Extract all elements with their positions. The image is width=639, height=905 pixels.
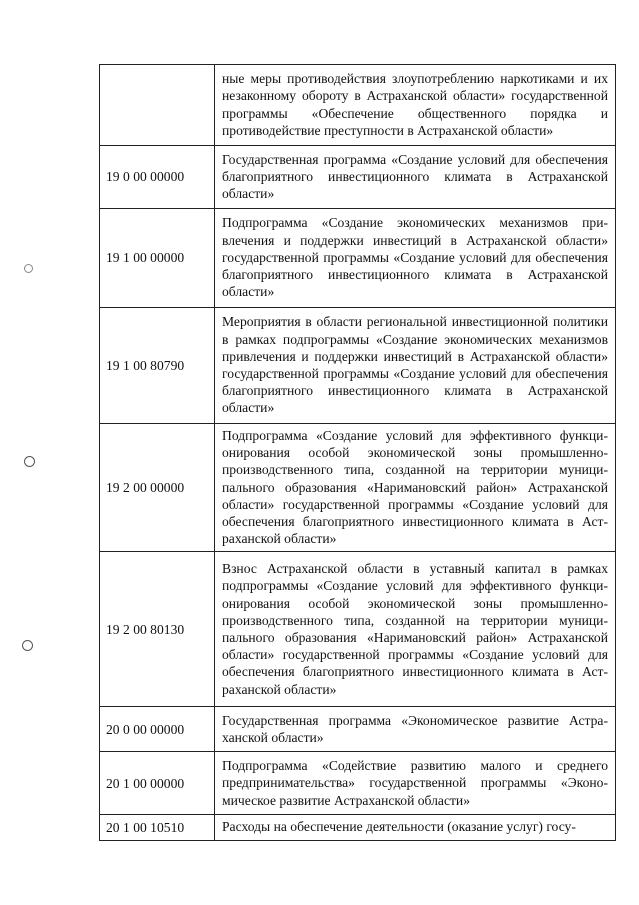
table-row (100, 552, 616, 707)
binder-hole (24, 264, 33, 273)
code-cell: 19 1 00 80790 (100, 308, 215, 424)
table-row (100, 308, 616, 424)
code-cell: 19 2 00 80130 (100, 552, 215, 707)
code-cell: 20 1 00 00000 (100, 752, 215, 815)
description-cell: Расходы на обеспечение деятельности (оказание услуг) госу- (215, 815, 616, 840)
code-cell: 19 2 00 00000 (100, 424, 215, 552)
code-cell: 20 0 00 00000 (100, 707, 215, 752)
code-cell (100, 65, 215, 146)
description-cell: Взнос Астраханской области в уставный капитал в рамках подпрограммы «Создание условий для эффективного функционирования особой экономической зоны промышленно-производственного типа, созданной на территории муниципального образования «Наримановский район» Астраханской области» государственной программы «Создание условий для обеспечения благоприятного инвестиционного климата в Астраханской области» (215, 552, 616, 707)
table-row (100, 752, 616, 815)
description-cell: ные меры противодействия злоупотреблению наркотиками и их незаконному обороту в Астраханской области» государственной программы «Обеспечение общественного порядка и противодействие преступности в Астраханской области» (215, 65, 616, 146)
code-cell: 20 1 00 10510 (100, 815, 215, 840)
table-row (100, 65, 616, 146)
binder-hole (22, 640, 33, 651)
description-cell: Мероприятия в области региональной инвестиционной политики в рамках подпрограммы «Создание экономических механизмов привлечения и поддержки инвестиций в Астраханской области» государственной программы «Создание условий для обеспечения благоприятного инвестиционного климата в Астраханской области» (215, 308, 616, 424)
table-row (100, 707, 616, 752)
table-row (100, 209, 616, 308)
table-row (100, 424, 616, 552)
code-cell: 19 0 00 00000 (100, 146, 215, 209)
binder-hole (24, 456, 35, 467)
code-cell: 19 1 00 00000 (100, 209, 215, 308)
description-cell: Государственная программа «Создание условий для обеспечения благоприятного инвестиционного климата в Астраханской области» (215, 146, 616, 209)
description-cell: Подпрограмма «Создание условий для эффективного функционирования особой экономической зоны промышленно-производственного типа, созданной на территории муниципального образования «Наримановский район» Астраханской области» государственной программы «Создание условий для обеспечения благоприятного инвестиционного климата в Астраханской области» (215, 424, 616, 552)
description-cell: Подпрограмма «Содействие развитию малого и среднего предпринимательства» государственной программы «Экономическое развитие Астраханской области» (215, 752, 616, 815)
budget-classification-table (99, 64, 616, 841)
table-row (100, 815, 616, 840)
description-cell: Государственная программа «Экономическое развитие Астраханской области» (215, 707, 616, 752)
table-row (100, 146, 616, 209)
description-cell: Подпрограмма «Создание экономических механизмов привлечения и поддержки инвестиций в Астраханской области» государственной программы «Создание условий для обеспечения благоприятного инвестиционного климата в Астраханской области» (215, 209, 616, 308)
